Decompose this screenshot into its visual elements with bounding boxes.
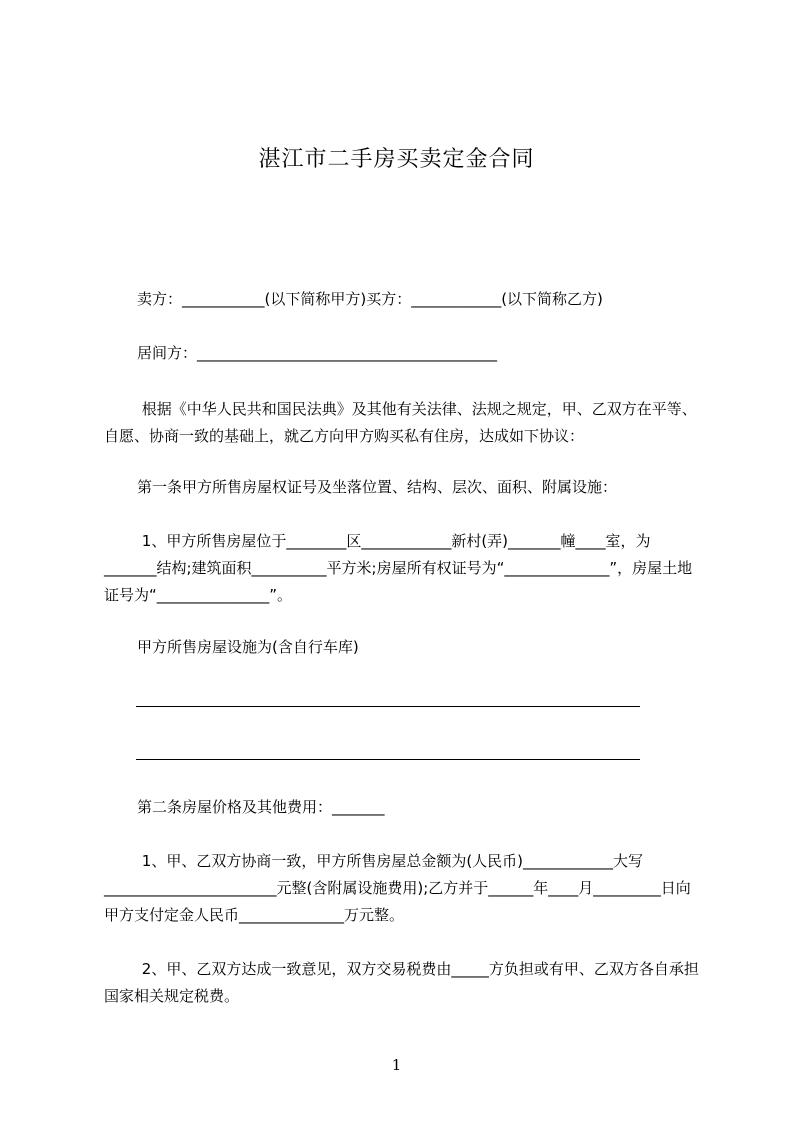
agent-line: 居间方：________________________________________ xyxy=(137,344,498,362)
article-2-item-2: 2、甲、乙双方达成一致意见，双方交易税费由_____方负担或有甲、乙双方各自承担国家相关规定税费。 xyxy=(104,960,699,1005)
document-title: 湛江市二手房买卖定金合同 xyxy=(258,147,535,172)
article-2-heading: 第二条房屋价格及其他费用：_______ xyxy=(137,798,385,816)
facilities-line: 甲方所售房屋设施为(含自行车库) xyxy=(137,638,359,656)
article-2-item-1: 1、甲、乙双方协商一致，甲方所售房屋总金额为(人民币)____________大写_______________________元整(含附属设施费用);乙方并于______年____月_________日向甲方支付定金人民币______________万元整。 xyxy=(104,852,691,924)
blank-line-1 xyxy=(136,706,640,707)
parties-line: 卖方：___________(以下简称甲方)买方：____________(以下简称乙方) xyxy=(137,290,603,308)
blank-line-2 xyxy=(136,759,640,760)
article-1-item-1: 1、甲方所售房屋位于________区____________新村(弄)_______幢____室，为_______结构;建筑面积__________平方米;房屋所有权证号为“______________”，房屋土地证号为“_______________”。 xyxy=(104,532,693,604)
preamble-paragraph: 根据《中华人民共和国民法典》及其他有关法律、法规之规定，甲、乙双方在平等、自愿、协商一致的基础上，就乙方向甲方购买私有住房，达成如下协议： xyxy=(104,400,697,445)
article-1-heading: 第一条甲方所售房屋权证号及坐落位置、结构、层次、面积、附属设施： xyxy=(137,478,618,496)
page-number: 1 xyxy=(391,1056,402,1074)
